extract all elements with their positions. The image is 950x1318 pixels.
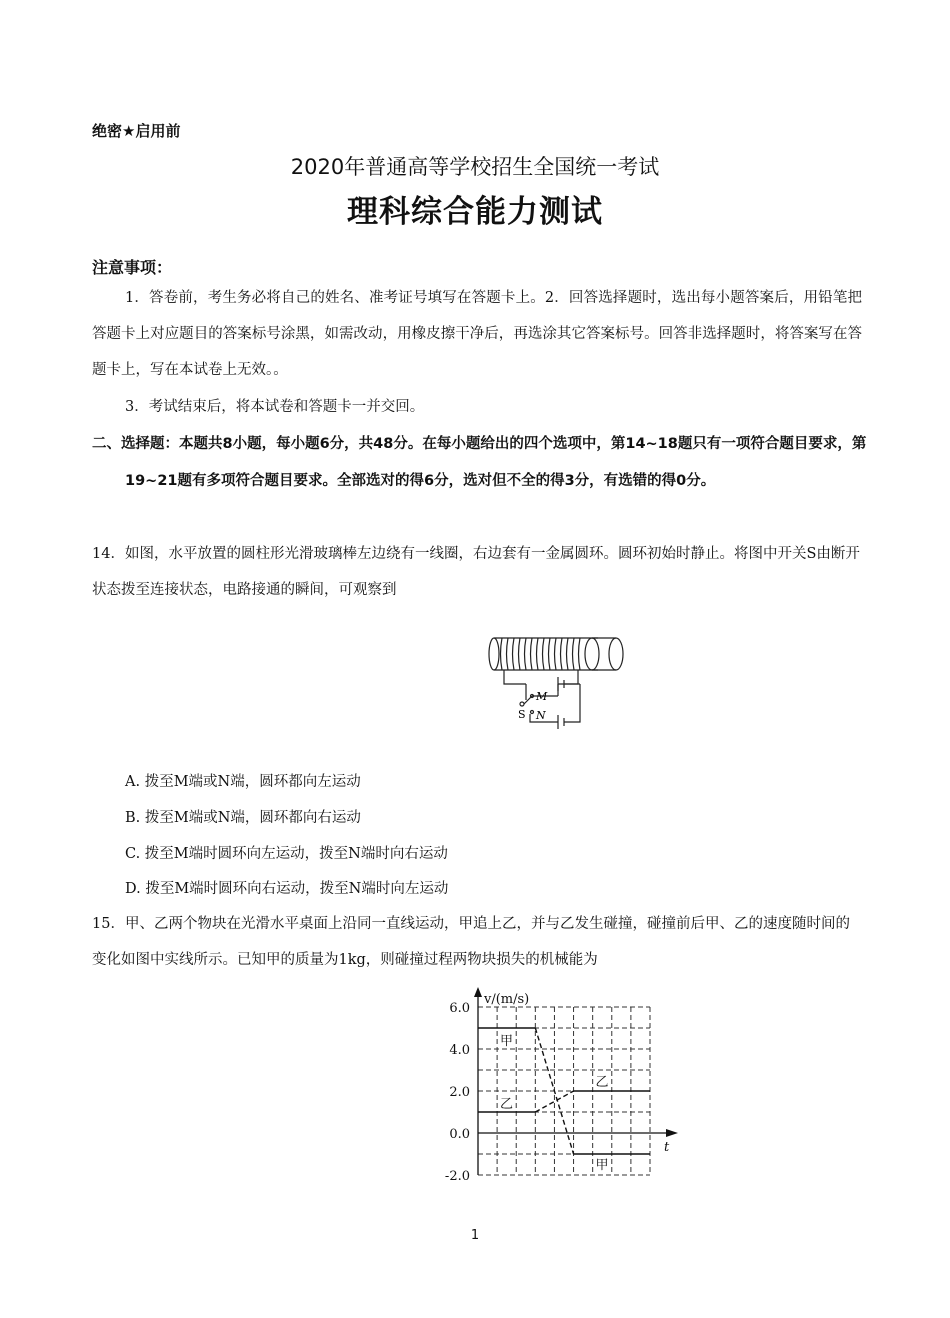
confidential-mark: 绝密★启用前 [92,122,181,140]
q14-option-a: A. 拨至M端或N端，圆环都向左运动 [125,774,361,790]
series-label-before: 甲 [500,1034,514,1049]
subject-title: 理科综合能力测试 [347,194,603,230]
chart-ticks [445,992,670,1184]
series-label-before: 乙 [500,1097,514,1112]
notice-item-1-2: 1．答卷前，考生务必将自己的姓名、准考证号填写在答题卡上。2．回答选择题时，选出每小题答案后，用铅笔把答题卡上对应题目的答案标号涂黑，如需改动，用橡皮擦干净后，再选涂其它答案标号。回答非选择题时，将答案写在答题卡上，写在本试卷上无效。。 [92,290,862,378]
y-axis-arrow [474,987,482,997]
notice-heading: 注意事项： [92,258,173,277]
label-s: S [518,708,526,721]
series-line-collision [535,1091,573,1112]
label-m: M [536,690,548,703]
exam-title: 2020年普通高等学校招生全国统一考试 [290,155,660,179]
q14-option-c: C. 拨至M端时圆环向左运动，拨至N端时向右运动 [125,846,448,862]
page-number: 1 [470,1228,480,1243]
label-n: N [536,709,546,722]
x-axis-label: t [664,1140,670,1155]
y-tick-label: 4.0 [449,1043,470,1058]
series-label-after: 乙 [595,1075,609,1090]
y-tick-label: 6.0 [449,1001,470,1016]
y-tick-label: 0.0 [449,1127,470,1142]
y-tick-label: -2.0 [444,1169,470,1184]
y-tick-label: 2.0 [449,1085,470,1100]
question-15-stem: 15．甲、乙两个物块在光滑水平桌面上沿同一直线运动，甲追上乙，并与乙发生碰撞，碰撞前后甲、乙的速度随时间的变化如图中实线所示。已知甲的质量为1kg，则碰撞过程两物块损失的机械能为 [92,916,850,968]
series-label-after: 甲 [595,1158,609,1173]
q14-option-b: B. 拨至M端或N端，圆环都向右运动 [125,810,361,826]
q14-option-d: D. 拨至M端时圆环向右运动，拨至N端时向左运动 [125,881,449,897]
velocity-time-chart [430,985,690,1195]
x-axis-arrow [666,1129,678,1137]
section-2-instructions: 二、选择题：本题共8小题，每小题6分，共48分。在每小题给出的四个选项中，第14~18题只有一项符合题目要求，第19~21题有多项符合题目要求。全部选对的得6分，选对但不全的得3分，有选错的得0分。 [92,436,867,489]
notice-item-3: 3．考试结束后，将本试卷和答题卡一并交回。 [125,399,425,415]
y-axis-label: v/(m/s) [484,992,530,1007]
chart-axes [474,987,678,1175]
coil-circuit-figure [480,630,630,740]
question-14-stem: 14．如图，水平放置的圆柱形光滑玻璃棒左边绕有一线圈，右边套有一金属圆环。圆环初始时静止。将图中开关S由断开状态拨至连接状态，电路接通的瞬间，可观察到 [92,546,860,598]
